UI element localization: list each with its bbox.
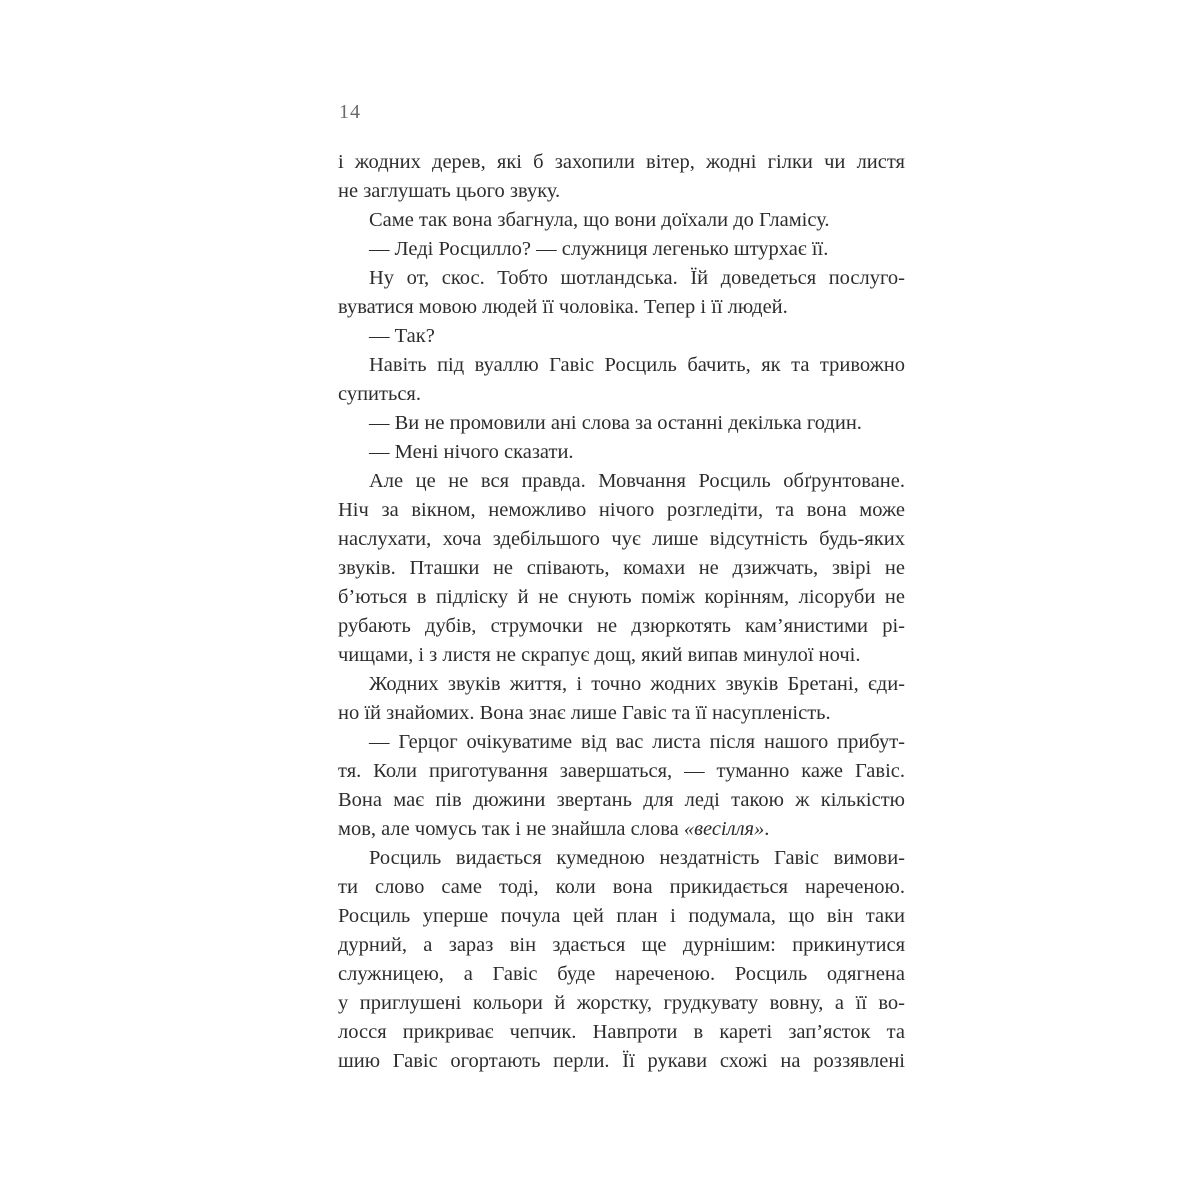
paragraph xyxy=(338,438,905,467)
text-line: но їй знайомих. Вона знає лише Гавіс та її насупленість. xyxy=(338,702,831,724)
text-line: наслухати, хоча здебільшого чує лише відсутність будь-яких xyxy=(338,528,905,550)
paragraph xyxy=(338,351,905,409)
italic-text: «весілля» xyxy=(683,818,765,840)
text-line: звуків. Пташки не співають, комахи не дзижчать, звірі не xyxy=(338,557,905,579)
text-line: Але це не вся правда. Мовчання Росциль обґрунтоване. xyxy=(369,470,905,492)
paragraph xyxy=(338,467,905,670)
paragraph xyxy=(338,670,905,728)
paragraph xyxy=(338,148,905,206)
text-line: — Леді Росцилло? — служниця легенько штурхає її. xyxy=(369,238,829,260)
paragraph xyxy=(338,235,905,264)
text-line: вуватися мовою людей її чоловіка. Тепер і її людей. xyxy=(338,296,788,318)
text-line: не заглушать цього звуку. xyxy=(338,180,561,202)
text-line: Росциль уперше почула цей план і подумала, що він таки xyxy=(338,905,905,927)
text-line: — Так? xyxy=(369,325,435,347)
page-text xyxy=(338,148,905,1076)
text-line: і жодних дерев, які б захопили вітер, жодні гілки чи листя xyxy=(338,151,905,173)
text-line: Вона має пів дюжини звертань для леді такою ж кількістю xyxy=(338,789,905,811)
text-line: служницею, а Гавіс буде нареченою. Росциль одягнена xyxy=(338,963,905,985)
text-line: — Мені нічого сказати. xyxy=(369,441,574,463)
text-line: шию Гавіс огортають перли. Її рукави схожі на роззявлені xyxy=(338,1050,905,1072)
text-line: мов, але чомусь так і не знайшла слова «весілля». xyxy=(338,818,770,840)
text-line: Навіть під вуаллю Гавіс Росциль бачить, як та тривожно xyxy=(369,354,905,376)
paragraph xyxy=(338,206,905,235)
paragraph xyxy=(338,728,905,844)
text-line: у приглушені кольори й жорстку, грудкувату вовну, а її во- xyxy=(338,992,905,1014)
text-line: Ніч за вікном, неможливо нічого розгледіти, та вона може xyxy=(338,499,905,521)
text-line: дурний, а зараз він здається ще дурнішим: прикинутися xyxy=(338,934,905,956)
text-line: ти слово саме тоді, коли вона прикидається нареченою. xyxy=(338,876,905,898)
paragraph xyxy=(338,322,905,351)
text-line: б’ються в підліску й не снують поміж корінням, лісоруби не xyxy=(338,586,905,608)
text-line: Жодних звуків життя, і точно жодних звуків Бретані, єди- xyxy=(369,673,905,695)
text-line: Ну от, скос. Тобто шотландська. Їй доведеться послуго- xyxy=(369,267,905,289)
paragraph xyxy=(338,264,905,322)
page-number: 14 xyxy=(339,101,361,123)
paragraph xyxy=(338,844,905,1076)
text-line: Росциль видається кумедною нездатність Гавіс вимови- xyxy=(369,847,905,869)
text-line: — Ви не промовили ані слова за останні декілька годин. xyxy=(369,412,862,434)
text-line: рубають дубів, струмочки не дзюркотять кам’янистими рі- xyxy=(338,615,905,637)
text-line: супиться. xyxy=(338,383,421,405)
text-line: тя. Коли приготування завершаться, — туманно каже Гавіс. xyxy=(338,760,905,782)
text-line: — Герцог очікуватиме від вас листа після нашого прибут- xyxy=(369,731,905,753)
text-line: лосся прикриває чепчик. Навпроти в кареті зап’ясток та xyxy=(338,1021,905,1043)
text-line: чищами, і з листя не скрапує дощ, який випав минулої ночі. xyxy=(338,644,861,666)
text-line: Саме так вона збагнула, що вони доїхали до Гламісу. xyxy=(369,209,830,231)
paragraph xyxy=(338,409,905,438)
